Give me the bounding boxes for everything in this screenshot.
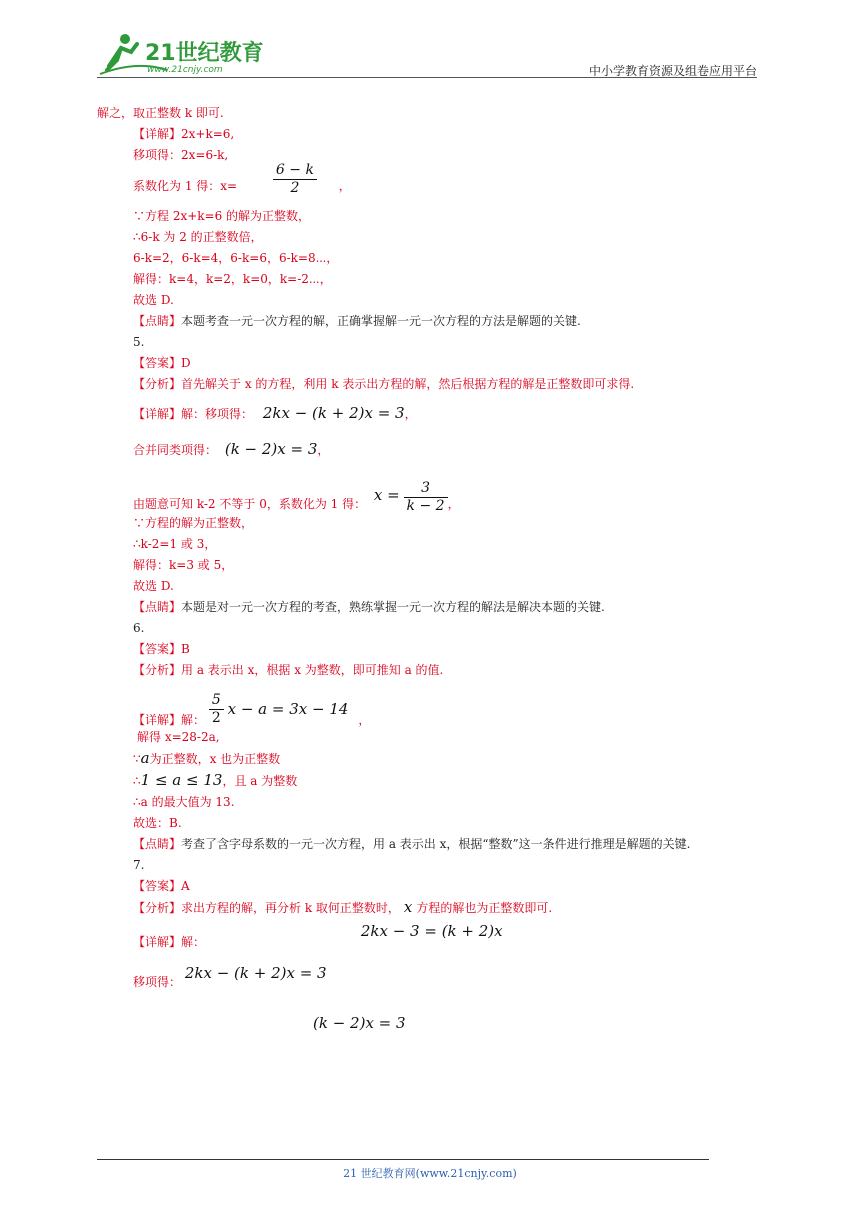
text-line: 合并同类项得： [133, 443, 218, 457]
numerator: 3 [421, 480, 431, 496]
section-tag: 【详解】 [133, 407, 182, 421]
text-line: 解得：k=3 或 5， [133, 558, 234, 572]
question-number: 5. [133, 335, 145, 349]
text-line: 考查了含字母系数的一元一次方程，用 a 表示出 x，根据“整数”这一条件进行推理是解题的关键. [181, 837, 691, 851]
text-line: 系数化为 1 得：x= [133, 179, 238, 193]
document-body [97, 103, 765, 1043]
variable: x [403, 898, 413, 916]
punct: ， [447, 497, 460, 511]
svg-text:21世纪教育: 21世纪教育 [145, 41, 264, 66]
section-tag: 【答案】 [133, 356, 182, 370]
fraction [404, 480, 448, 515]
platform-name: 中小学教育资源及组卷应用平台 [588, 64, 757, 78]
punct: ， [358, 713, 371, 727]
text-line: 解得：k=4，k=2，k=0，k=-2⋯， [133, 272, 332, 286]
text-line: ∴a 的最大值为 13. [133, 795, 235, 809]
denominator: 2 [209, 709, 224, 727]
text-line: ，且 a 为整数 [222, 774, 298, 788]
answer: A [181, 879, 190, 893]
text-line: 解：移项得： [181, 407, 254, 421]
text-line: 6-k=2，6-k=4，6-k=6，6-k=8⋯， [133, 251, 339, 265]
section-tag: 【分析】 [133, 377, 182, 391]
equation: (k − 2)x = 3 [224, 440, 318, 458]
numerator: 5 [211, 692, 221, 708]
symbol: ∴ [133, 774, 141, 788]
denominator: 2 [273, 179, 317, 197]
symbol: ∵ [133, 752, 141, 766]
text-line: 解得 x=28-2a, [137, 730, 220, 744]
section-tag: 【详解】 [133, 935, 182, 949]
question-number: 7. [133, 858, 145, 872]
text-line: 解之，取正整数 k 即可. [97, 106, 224, 120]
section-tag: 【答案】 [133, 879, 182, 893]
variable: a [140, 749, 150, 767]
fraction [209, 692, 224, 727]
text-line: 求出方程的解，再分析 k 取何正整数时， [181, 901, 400, 915]
answer: B [181, 642, 190, 656]
question-number: 6. [133, 621, 145, 635]
punct: ， [317, 443, 330, 457]
inequality: 1 ≤ a ≤ 13 [140, 771, 223, 789]
text-line: 方程的解也为正整数即可. [416, 901, 553, 915]
text-line: 为正整数，x 也为正整数 [149, 752, 281, 766]
fraction [273, 162, 317, 197]
text-line: 解： [181, 713, 206, 727]
section-tag: 【点睛】 [133, 600, 182, 614]
equation: 2kx − (k + 2)x = 3 [262, 404, 405, 422]
equation: x − a = 3x − 14 [227, 700, 349, 718]
text-line: 故选：B. [133, 816, 182, 830]
section-tag: 【点睛】 [133, 314, 182, 328]
page-footer: 21 世纪教育网(www.21cnjy.com) [343, 1167, 517, 1180]
section-tag: 【详解】 [133, 713, 182, 727]
text-line: 本题是对一元一次方程的考查，熟练掌握一元一次方程的解法是解决本题的关键. [181, 600, 605, 614]
punct: ， [404, 407, 417, 421]
equation: 2kx − 3 = (k + 2)x [360, 922, 503, 940]
section-tag: 【分析】 [133, 901, 182, 915]
equation: (k − 2)x = 3 [313, 1014, 406, 1032]
text-line: 2x+k=6, [181, 127, 235, 141]
text-line: ∵方程的解为正整数， [133, 516, 254, 530]
header-divider [97, 77, 757, 78]
text-line: 故选 D. [133, 293, 174, 307]
text-line: 移项得：2x=6-k, [133, 148, 229, 162]
answer: D [181, 356, 191, 370]
equation: 2kx − (k + 2)x = 3 [184, 964, 327, 982]
section-tag: 【分析】 [133, 663, 182, 677]
text-line: 解： [181, 935, 206, 949]
section-tag: 【详解】 [133, 127, 182, 141]
text-line: ∵方程 2x+k=6 的解为正整数， [133, 209, 311, 223]
equation: x = [373, 486, 400, 504]
section-tag: 【点睛】 [133, 837, 182, 851]
svg-text:www.21cnjy.com: www.21cnjy.com [147, 65, 223, 75]
footer-divider [97, 1159, 709, 1160]
text-line: ∴6-k 为 2 的正整数倍， [133, 230, 263, 244]
text-line: 移项得： [133, 975, 182, 989]
text-line: ∴k-2=1 或 3， [133, 537, 217, 551]
text-line: 用 a 表示出 x，根据 x 为整数，即可推知 a 的值. [181, 663, 444, 677]
text-line: 首先解关于 x 的方程，利用 k 表示出方程的解，然后根据方程的解是正整数即可求得. [181, 377, 635, 391]
punct: ， [338, 179, 351, 193]
text-line: 本题考查一元一次方程的解，正确掌握解一元一次方程的方法是解题的关键. [181, 314, 581, 328]
text-line: 由题意可知 k-2 不等于 0，系数化为 1 得： [133, 497, 367, 511]
section-tag: 【答案】 [133, 642, 182, 656]
denominator: k − 2 [404, 497, 448, 515]
numerator: 6 − k [275, 162, 314, 178]
site-logo [97, 30, 267, 78]
text-line: 故选 D. [133, 579, 174, 593]
page-header [97, 30, 757, 80]
